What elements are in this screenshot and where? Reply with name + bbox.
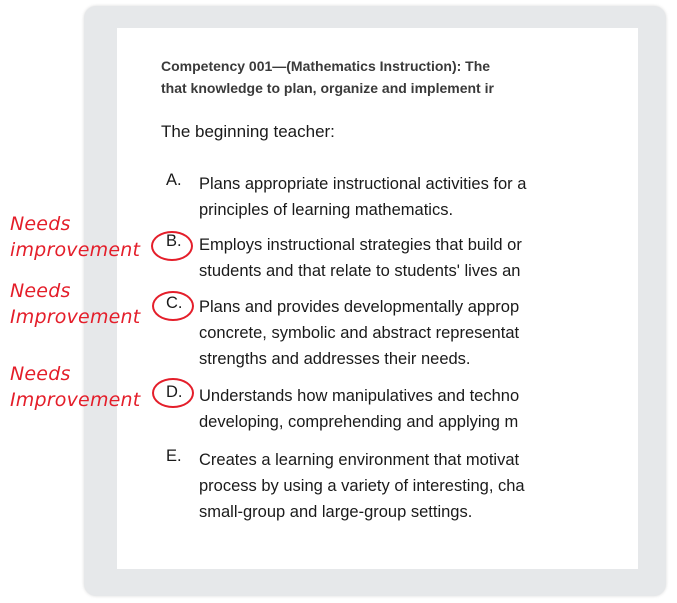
item-text [199,447,525,525]
intro-text: The beginning teacher: [161,122,335,141]
annotation-needs-improvement-d [10,361,140,413]
annotation-circle-b [151,231,193,261]
item-text [199,232,522,284]
annotation-line: Needs [10,280,71,302]
item-line: Plans appropriate instructional activities for a [199,175,527,193]
heading-line: Competency 001—(Mathematics Instruction): The [161,58,491,74]
document-page [117,28,638,569]
item-letter: D. [166,383,183,401]
item-letter: A. [166,171,182,189]
annotation-line: Needs [10,363,71,385]
heading-line: that knowledge to plan, organize and implement ir [161,80,494,96]
item-line: process by using a variety of interesting, cha [199,477,525,495]
item-text [199,294,519,372]
item-line: principles of learning mathematics. [199,201,454,219]
item-line: developing, comprehending and applying m [199,413,519,431]
item-line: small-group and large-group settings. [199,503,473,521]
item-line: Understands how manipulatives and techno [199,387,520,405]
item-letter: C. [166,294,183,312]
item-line: Plans and provides developmentally approp [199,298,520,316]
annotation-line: Improvement [10,389,141,411]
annotation-circle-d [152,378,194,408]
item-text [199,171,526,223]
annotation-line: improvement [10,239,141,261]
item-letter: E. [166,447,182,465]
item-line: strengths and addresses their needs. [199,350,471,368]
annotation-needs-improvement-b [10,211,140,263]
item-text [199,383,519,435]
annotation-needs-improvement-c [10,278,140,330]
item-letter: B. [166,232,182,250]
annotation-circle-c [152,291,194,321]
item-line: Creates a learning environment that motivat [199,451,520,469]
annotation-line: Needs [10,213,71,235]
annotation-line: Improvement [10,306,141,328]
item-line: concrete, symbolic and abstract representat [199,324,520,342]
competency-heading [161,55,638,99]
item-line: students and that relate to students' lives an [199,262,521,280]
item-line: Employs instructional strategies that build or [199,236,522,254]
